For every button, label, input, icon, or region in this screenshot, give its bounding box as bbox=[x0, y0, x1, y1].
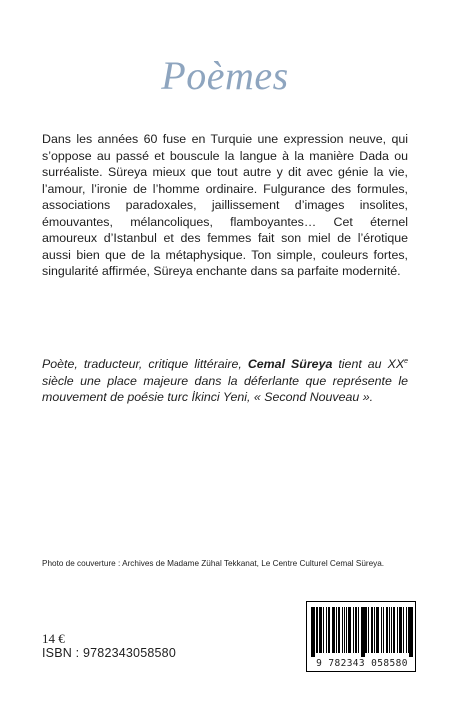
barcode-bar bbox=[366, 607, 367, 653]
barcode-bar bbox=[397, 607, 398, 653]
barcode-bar bbox=[321, 607, 322, 653]
barcode-bar bbox=[364, 607, 365, 657]
barcode-bar bbox=[314, 607, 315, 657]
author-bio-paragraph bbox=[42, 356, 408, 406]
barcode-bar bbox=[334, 607, 335, 653]
barcode-bar bbox=[363, 607, 364, 657]
barcode-bar bbox=[312, 607, 313, 657]
price-label: 14 € bbox=[42, 631, 65, 646]
barcode-bar bbox=[338, 607, 339, 653]
barcode-bar bbox=[400, 607, 401, 653]
barcode-bar bbox=[319, 607, 320, 653]
barcode-bar bbox=[317, 607, 318, 653]
barcode-bar bbox=[344, 607, 345, 653]
barcode-bar bbox=[409, 607, 410, 657]
barcode-bar bbox=[348, 607, 349, 653]
barcode-bar bbox=[355, 607, 356, 653]
barcode-bar bbox=[350, 607, 351, 653]
barcode-bar bbox=[342, 607, 343, 653]
barcode-bar bbox=[316, 607, 317, 653]
bio-text-3: siècle une place majeure dans la déferlante que représente le mouvement de poésie turc İkinci Yeni, « Second Nouveau ». bbox=[42, 373, 408, 404]
barcode-bar bbox=[371, 607, 372, 653]
barcode-bar bbox=[381, 607, 382, 653]
barcode-bar bbox=[399, 607, 400, 653]
barcode-bar bbox=[336, 607, 337, 653]
barcode-bar bbox=[349, 607, 350, 653]
barcode-bar bbox=[332, 607, 333, 653]
barcode-bar bbox=[401, 607, 402, 653]
barcode-bar bbox=[365, 607, 366, 653]
bio-text-2: tient au XX bbox=[332, 357, 405, 371]
barcode-bar bbox=[368, 607, 369, 653]
barcode-bars bbox=[311, 607, 413, 657]
book-title: Poèmes bbox=[161, 53, 289, 98]
barcode-bar bbox=[329, 607, 330, 653]
barcode-bar bbox=[333, 607, 334, 653]
century-superscript: e bbox=[404, 357, 409, 365]
blurb-paragraph: Dans les années 60 fuse en Turquie une expression neuve, qui s’oppose au passé et bouscule la langue à la manière Dada ou surréaliste. Süreya mieux que tout autre y dit avec génie la vie, l’amour, l’ironie de l’homme ordinaire. Fulgurance des formules, associations paradoxales, jaillissement d’images insolites, émouvantes, mélancoliques, flamboyantes… Cet éternel amoureux d’Istanbul et des femmes fait son miel de l’érotique aussi bien que de la métaphysique. Ton simple, couleurs fortes, singularité affirmée, Süreya enchante dans sa parfaite modernité. bbox=[42, 132, 408, 278]
barcode-bar bbox=[320, 607, 321, 653]
barcode-bar bbox=[313, 607, 314, 657]
barcode-bar bbox=[386, 607, 387, 653]
barcode-bar bbox=[410, 607, 411, 657]
barcode-bar bbox=[378, 607, 379, 653]
barcode-bar bbox=[393, 607, 394, 653]
barcode-bar bbox=[391, 607, 392, 653]
barcode-bar bbox=[362, 607, 363, 657]
barcode-bar bbox=[328, 607, 329, 653]
bio-text-1: Poète, traducteur, critique littéraire, bbox=[42, 357, 248, 371]
barcode-digits: 9 782343 058580 bbox=[316, 658, 408, 669]
barcode-bar bbox=[387, 607, 388, 653]
barcode-bar bbox=[323, 607, 324, 653]
barcode bbox=[306, 601, 416, 672]
barcode-bar bbox=[326, 607, 327, 653]
barcode-bar bbox=[406, 607, 407, 653]
barcode-bar bbox=[389, 607, 390, 653]
barcode-bar bbox=[411, 607, 412, 657]
barcode-bar bbox=[376, 607, 377, 653]
barcode-bar bbox=[339, 607, 340, 653]
barcode-bar bbox=[374, 607, 375, 653]
barcode-bar bbox=[311, 607, 312, 657]
barcode-bar bbox=[403, 607, 404, 653]
barcode-bar bbox=[358, 607, 359, 653]
barcode-bar bbox=[377, 607, 378, 653]
barcode-bar bbox=[353, 607, 354, 653]
photo-credit: Photo de couverture : Archives de Madame Zühal Tekkanat, Le Centre Culturel Cemal Süreya. bbox=[42, 559, 385, 568]
barcode-bar bbox=[361, 607, 362, 657]
barcode-bar bbox=[356, 607, 357, 653]
barcode-bar bbox=[408, 607, 409, 653]
barcode-bar bbox=[372, 607, 373, 653]
barcode-bar bbox=[383, 607, 384, 653]
barcode-bar bbox=[412, 607, 413, 657]
isbn-label: ISBN : 9782343058580 bbox=[42, 646, 176, 660]
barcode-bar bbox=[394, 607, 395, 653]
author-name: Cemal Süreya bbox=[247, 357, 333, 371]
barcode-bar bbox=[346, 607, 347, 653]
